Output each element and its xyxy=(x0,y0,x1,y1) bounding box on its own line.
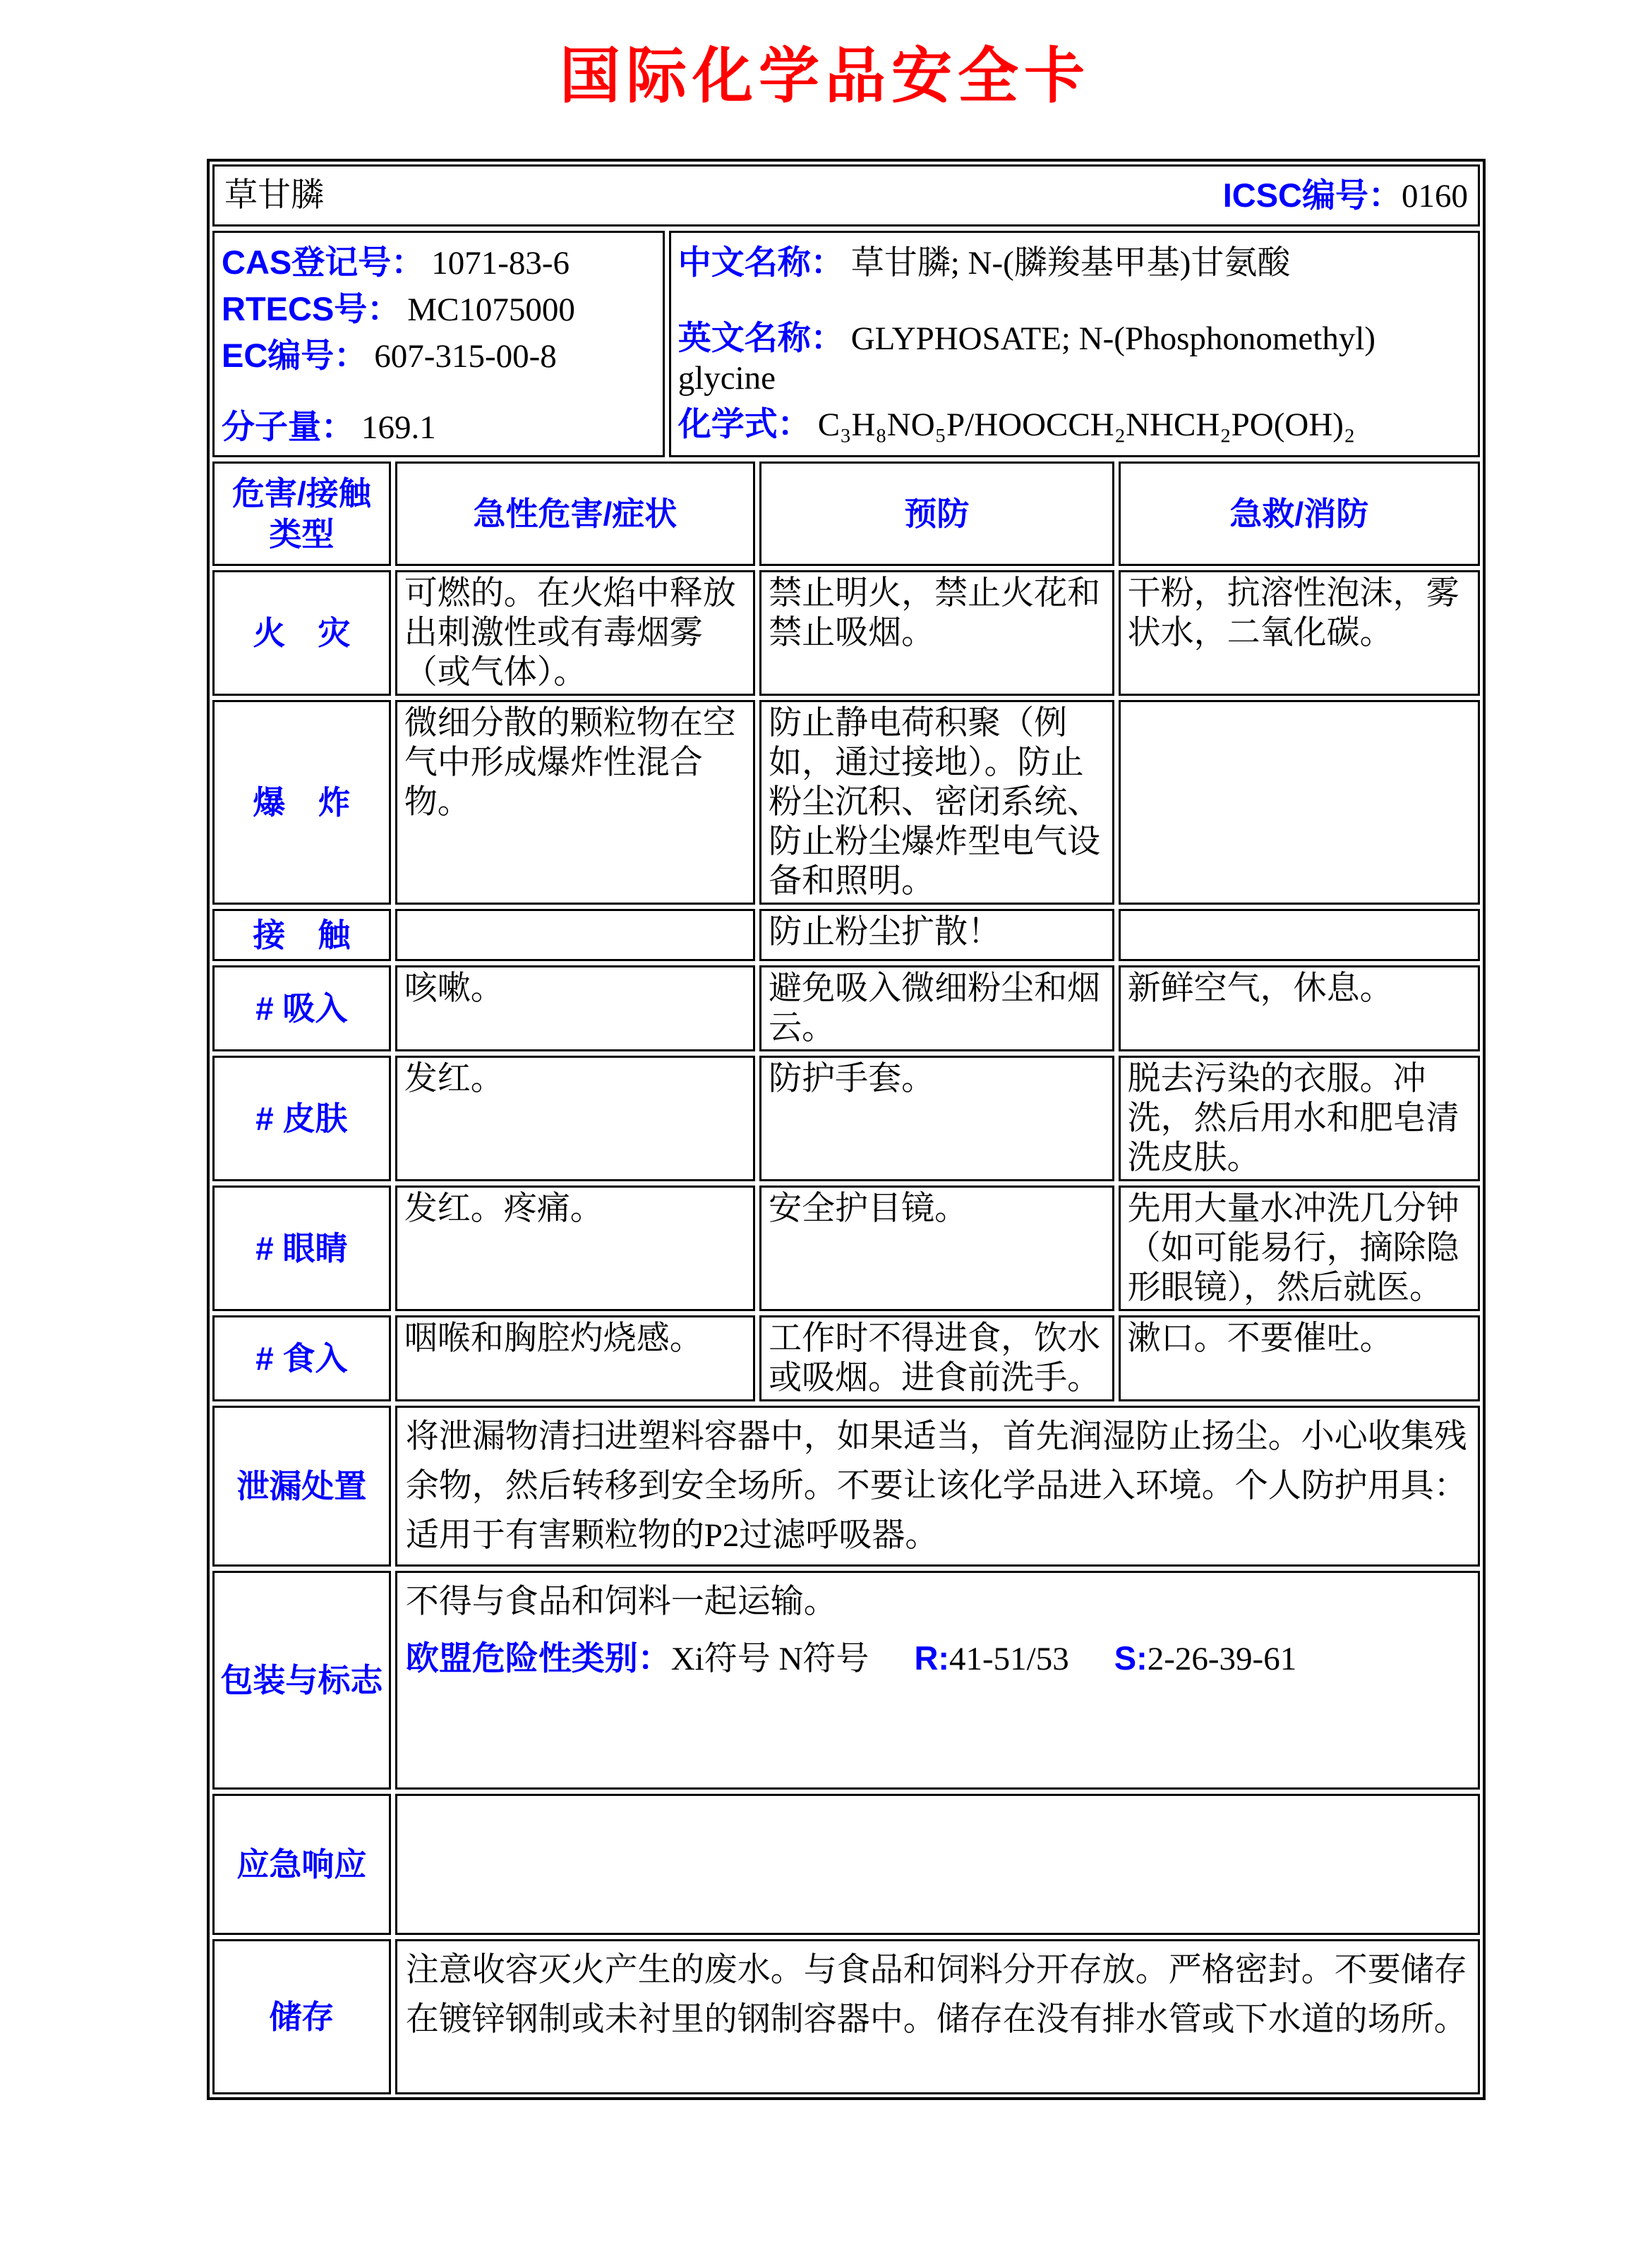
eu-hazard-class-line xyxy=(406,1634,1469,1684)
explosion-prevention: 防止静电荷积聚（例如，通过接地）。防止粉尘沉积、密闭系统、防止粉尘爆炸型电气设备和照明。 xyxy=(759,700,1114,905)
ec-label: EC编号： xyxy=(222,337,368,374)
r-phrase-label: R: xyxy=(914,1639,950,1677)
molecular-weight-line xyxy=(222,407,656,447)
chinese-name-line xyxy=(678,243,1471,283)
emergency-response-text xyxy=(395,1794,1480,1935)
inhalation-response: 新鲜空气，休息。 xyxy=(1119,965,1480,1051)
names-formula-cell xyxy=(669,231,1480,457)
chemical-formula-line xyxy=(678,404,1471,445)
ingestion-response: 漱口。不要催吐。 xyxy=(1119,1315,1480,1401)
rtecs-label: RTECS号： xyxy=(222,290,401,327)
explosion-response xyxy=(1119,700,1480,905)
rtecs-value: MC1075000 xyxy=(407,291,575,328)
eyes-response: 先用大量水冲洗几分钟（如可能易行，摘除隐形眼镜），然后就医。 xyxy=(1119,1186,1480,1311)
hazard-table xyxy=(212,462,1480,2094)
ingestion-prevention: 工作时不得进食，饮水或吸烟。进食前洗手。 xyxy=(759,1315,1114,1401)
explosion-symptoms: 微细分散的颗粒物在空气中形成爆炸性混合物。 xyxy=(395,700,755,905)
formula-label: 化学式： xyxy=(678,405,811,442)
row-label-inhalation: # 吸入 xyxy=(212,965,391,1051)
column-header-prevention: 预防 xyxy=(759,462,1114,566)
chinese-name-value: 草甘膦; N-(膦羧基甲基)甘氨酸 xyxy=(850,245,1291,282)
exposure-prevention: 防止粉尘扩散！ xyxy=(759,909,1114,961)
hazard-type-header-line2: 类型 xyxy=(269,516,335,553)
row-label-exposure: 接 触 xyxy=(212,909,391,961)
row-label-emergency-response: 应急响应 xyxy=(212,1794,391,1935)
icsc-number-label: ICSC编号： xyxy=(1222,176,1402,214)
s-phrase-label: S: xyxy=(1114,1639,1148,1677)
hazard-type-header-line1: 危害/接触 xyxy=(231,475,371,512)
mw-value: 169.1 xyxy=(361,409,436,446)
exposure-symptoms xyxy=(395,909,755,961)
registry-numbers-cell xyxy=(212,231,665,457)
english-name-line xyxy=(678,318,1471,398)
rtecs-number-line xyxy=(222,289,656,330)
row-label-fire: 火 灾 xyxy=(212,570,391,696)
inhalation-symptoms: 咳嗽。 xyxy=(395,965,755,1051)
ec-number-line xyxy=(222,336,656,376)
icsc-number-value: 0160 xyxy=(1402,177,1468,215)
row-label-explosion: 爆 炸 xyxy=(212,700,391,905)
english-name-label: 英文名称： xyxy=(678,319,844,356)
inhalation-prevention: 避免吸入微细粉尘和烟云。 xyxy=(759,965,1114,1051)
fire-symptoms: 可燃的。在火焰中释放出刺激性或有毒烟雾（或气体）。 xyxy=(395,570,755,696)
fire-response: 干粉，抗溶性泡沫，雾状水，二氧化碳。 xyxy=(1119,570,1480,696)
storage-text: 注意收容灭火产生的废水。与食品和饲料分开存放。严格密封。不要储存在镀锌钢制或未衬里的钢制容器中。储存在没有排水管或下水道的场所。 xyxy=(395,1939,1480,2094)
formula-value: C₃H₈NO₅P/HOOCCH₂NHCH₂PO(OH)₂ xyxy=(817,406,1356,443)
eu-symbols: Xi符号 N符号 xyxy=(670,1641,869,1677)
ec-value: 607-315-00-8 xyxy=(374,338,557,375)
row-label-ingestion: # 食入 xyxy=(212,1315,391,1401)
fire-prevention: 禁止明火，禁止火花和禁止吸烟。 xyxy=(759,570,1114,696)
cas-number-line xyxy=(222,243,656,283)
eyes-symptoms: 发红。疼痛。 xyxy=(395,1186,755,1311)
column-header-response: 急救/消防 xyxy=(1119,462,1480,566)
row-label-packaging: 包装与标志 xyxy=(212,1571,391,1790)
identification-section xyxy=(212,231,1480,457)
row-label-skin: # 皮肤 xyxy=(212,1056,391,1181)
mw-label: 分子量： xyxy=(222,408,354,445)
page-title: 国际化学品安全卡 xyxy=(560,42,1090,110)
packaging-cell xyxy=(395,1571,1480,1790)
cas-value: 1071-83-6 xyxy=(431,245,570,282)
icsc-number-group xyxy=(1223,176,1468,216)
spill-disposal-text: 将泄漏物清扫进塑料容器中，如果适当，首先润湿防止扬尘。小心收集残余物，然后转移到安全场所。不要让该化学品进入环境。个人防护用具：适用于有害颗粒物的P2过滤呼吸器。 xyxy=(395,1406,1480,1567)
skin-symptoms: 发红。 xyxy=(395,1056,755,1181)
card-header-row xyxy=(212,164,1480,227)
row-label-storage: 储存 xyxy=(212,1939,391,2094)
s-phrase-value: 2-26-39-61 xyxy=(1147,1641,1297,1677)
column-header-hazard-type xyxy=(212,462,391,566)
eu-class-label: 欧盟危险性类别： xyxy=(405,1639,671,1677)
row-label-eyes: # 眼睛 xyxy=(212,1186,391,1311)
skin-prevention: 防护手套。 xyxy=(759,1056,1114,1181)
substance-name: 草甘膦 xyxy=(224,177,324,214)
row-label-spill-disposal: 泄漏处置 xyxy=(212,1406,391,1567)
column-header-symptoms: 急性危害/症状 xyxy=(395,462,755,566)
icsc-safety-card xyxy=(207,159,1486,2100)
skin-response: 脱去污染的衣服。冲洗，然后用水和肥皂清洗皮肤。 xyxy=(1119,1056,1480,1181)
packaging-transport-note: 不得与食品和饲料一起运输。 xyxy=(405,1584,837,1620)
english-name-value: GLYPHOSATE; N-(Phosphonomethyl) glycine xyxy=(678,320,1376,397)
eyes-prevention: 安全护目镜。 xyxy=(759,1186,1114,1311)
cas-label: CAS登记号： xyxy=(222,243,425,281)
chinese-name-label: 中文名称： xyxy=(678,243,844,281)
r-phrase-value: 41-51/53 xyxy=(949,1641,1069,1677)
ingestion-symptoms: 咽喉和胸腔灼烧感。 xyxy=(395,1315,755,1401)
exposure-response xyxy=(1119,909,1480,961)
